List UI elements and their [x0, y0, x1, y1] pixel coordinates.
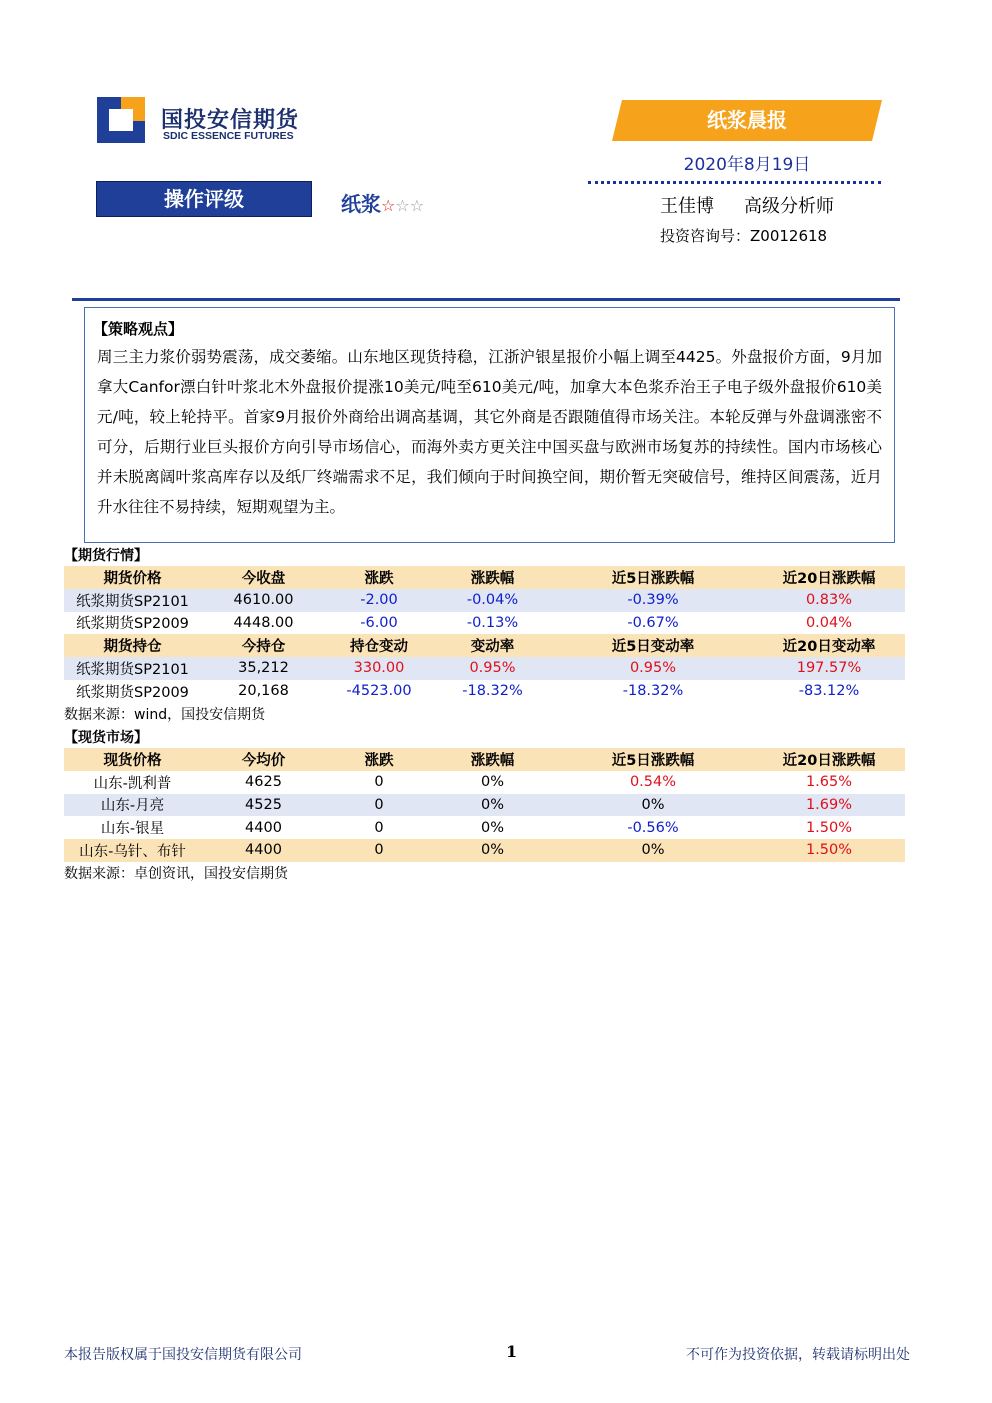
table-cell: -83.12%	[798, 683, 860, 700]
table-cell: 山东-乌针、布针	[64, 839, 201, 862]
table-cell: 0%	[432, 839, 553, 862]
table-cell: 0.95%	[553, 657, 753, 680]
table-cell: 0	[374, 819, 384, 836]
table-header-cell: 现货价格	[64, 748, 201, 771]
table-cell: -18.32%	[462, 683, 523, 700]
analyst-title: 高级分析师	[744, 196, 834, 217]
dotted-divider	[588, 181, 881, 184]
license-number: 投资咨询号：Z0012618	[660, 227, 828, 245]
table-header-cell: 近20日变动率	[753, 634, 905, 657]
table-cell: 纸浆期货SP2009	[76, 684, 189, 701]
table-header-cell: 涨跌	[326, 748, 432, 771]
strategy-box	[84, 307, 895, 543]
table-header-cell: 今持仓	[201, 634, 326, 657]
report-title: 纸浆晨报	[707, 108, 787, 132]
table-cell: -4523.00	[346, 683, 412, 700]
table-cell: 0.83%	[753, 589, 905, 612]
table-cell: 197.57%	[753, 657, 905, 680]
table-cell: 4625	[245, 774, 282, 791]
table-cell: -0.04%	[432, 589, 553, 612]
table-row	[64, 794, 905, 817]
table-cell: 0%	[480, 819, 504, 836]
table-row	[64, 816, 905, 839]
star-filled-icon: ☆	[381, 196, 396, 215]
table-header-cell: 近5日变动率	[553, 634, 753, 657]
futures-section-label: 【期货行情】	[64, 548, 148, 564]
table-cell: -18.32%	[622, 683, 684, 700]
table-cell: -0.67%	[627, 614, 679, 631]
table-row	[64, 612, 905, 635]
spot-section-label: 【现货市场】	[64, 730, 148, 746]
logo-subtitle: SDIC ESSENCE FUTURES	[163, 130, 294, 142]
table-cell: 山东-凯利普	[93, 775, 172, 792]
table-cell: 0.54%	[629, 774, 677, 791]
table-cell: 330.00	[326, 657, 432, 680]
report-date: 2020年8月19日	[683, 155, 811, 175]
table-cell: 4400	[201, 839, 326, 862]
table-cell: 4400	[245, 819, 282, 836]
table-cell: 1.69%	[753, 794, 905, 817]
table-header-row	[64, 634, 905, 657]
footer-disclaimer: 不可作为投资依据，转载请标明出处	[686, 1347, 910, 1363]
table-cell: 0%	[553, 839, 753, 862]
futures-table	[64, 566, 905, 703]
table-cell: 4525	[201, 794, 326, 817]
table-header-cell: 近20日涨跌幅	[753, 566, 905, 589]
table-header-cell: 近20日涨跌幅	[753, 748, 905, 771]
table-cell: 35,212	[201, 657, 326, 680]
table-cell: -0.56%	[627, 819, 679, 836]
table-cell: 1.50%	[753, 839, 905, 862]
rating-label: 操作评级	[96, 181, 312, 217]
table-cell: 0%	[553, 794, 753, 817]
table-header-cell: 涨跌幅	[432, 566, 553, 589]
table-header-cell: 持仓变动	[326, 634, 432, 657]
table-cell: 纸浆期货SP2009	[76, 616, 189, 633]
analyst-name: 王佳博	[660, 196, 714, 217]
table-cell: -0.13%	[466, 614, 519, 631]
table-cell: 1.50%	[805, 819, 853, 836]
table-cell: -6.00	[360, 614, 398, 631]
table-cell: 0.04%	[805, 614, 853, 631]
table-row	[64, 589, 905, 612]
table-cell: 纸浆期货SP2101	[64, 657, 201, 680]
table-cell: 山东-月亮	[64, 794, 201, 817]
table-header-cell: 变动率	[432, 634, 553, 657]
table-cell: 0%	[480, 774, 504, 791]
table-cell: 20,168	[238, 683, 289, 700]
table-cell: 0	[326, 839, 432, 862]
table-cell: 山东-银星	[100, 821, 165, 838]
table-cell: -2.00	[326, 589, 432, 612]
table-row	[64, 657, 905, 680]
table-header-cell: 近5日涨跌幅	[553, 566, 753, 589]
futures-source: 数据来源：wind，国投安信期货	[64, 707, 266, 723]
rating-product	[341, 188, 424, 217]
report-title-banner	[612, 100, 882, 141]
strategy-heading: 【策略观点】	[93, 320, 184, 338]
table-cell: 0%	[432, 794, 553, 817]
spot-table	[64, 748, 905, 862]
table-cell: 0	[326, 794, 432, 817]
table-row	[64, 680, 905, 703]
logo-mark-icon	[97, 97, 145, 143]
table-header-cell: 今均价	[201, 748, 326, 771]
page-number: 1	[506, 1342, 518, 1361]
footer-copyright: 本报告版权属于国投安信期货有限公司	[64, 1347, 302, 1363]
table-header-cell: 今收盘	[201, 566, 326, 589]
table-header-cell: 期货价格	[64, 566, 201, 589]
table-cell: 0	[374, 774, 384, 791]
spot-source: 数据来源：卓创资讯，国投安信期货	[64, 866, 288, 882]
rating-product-name: 纸浆	[341, 192, 381, 216]
table-cell: 纸浆期货SP2101	[64, 589, 201, 612]
company-logo	[97, 97, 337, 147]
table-cell: 4448.00	[233, 614, 294, 631]
table-cell: -0.39%	[553, 589, 753, 612]
table-header-cell: 期货持仓	[64, 634, 201, 657]
strategy-body: 周三主力浆价弱势震荡，成交萎缩。山东地区现货持稳，江浙沪银星报价小幅上调至4425。外盘报价方面，9月加拿大Canfor漂白针叶浆北木外盘报价提涨10美元/吨至610美元/吨，加拿大本色浆乔治王子电子级外盘报价610美元/吨，较上轮持平。首家9月报价外商给出调高基调，其它外商是否跟随值得市场关注。本轮反弹与外盘调涨密不可分，后期行业巨头报价方向引导市场信心，而海外卖方更关注中国买盘与欧洲市场复苏的持续性。国内市场核心并未脱离阔叶浆高库存以及纸厂终端需求不足，我们倾向于时间换空间，期价暂无突破信号，维持区间震荡，近月升水往往不易持续，短期观望为主。	[97, 348, 882, 516]
table-cell: 0.95%	[432, 657, 553, 680]
table-header-row	[64, 566, 905, 589]
table-row	[64, 839, 905, 862]
table-cell: 1.65%	[805, 774, 853, 791]
table-header-cell: 涨跌幅	[432, 748, 553, 771]
table-header-row	[64, 748, 905, 771]
logo-name: 国投安信期货	[161, 108, 300, 133]
table-cell: 4610.00	[201, 589, 326, 612]
table-row	[64, 771, 905, 794]
header-divider	[72, 298, 900, 301]
table-header-cell: 近5日涨跌幅	[553, 748, 753, 771]
star-empty-icon: ☆☆	[395, 196, 425, 215]
table-header-cell: 涨跌	[326, 566, 432, 589]
